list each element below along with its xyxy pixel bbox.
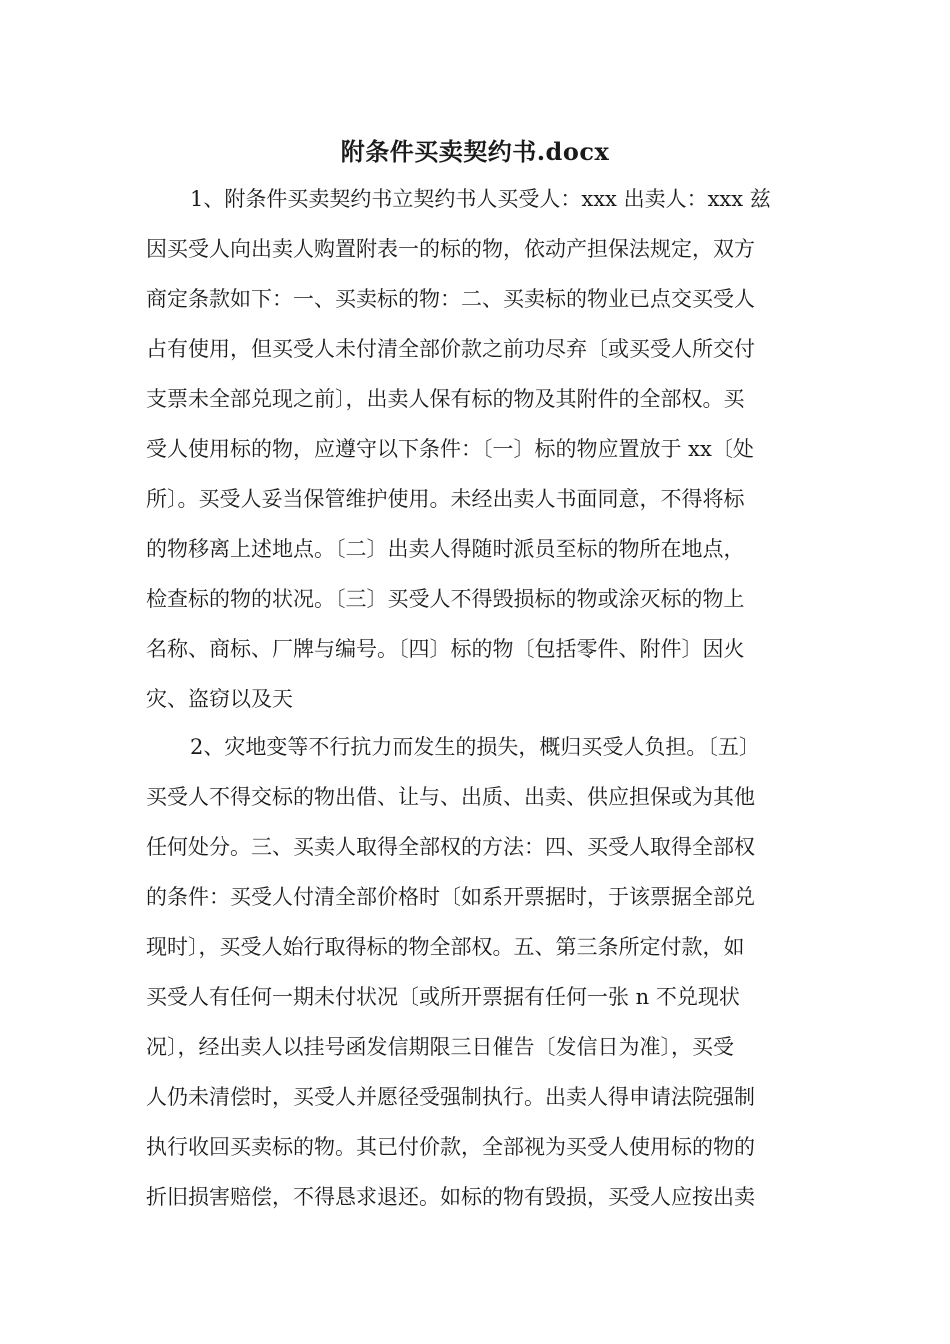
text-line: 商定条款如下：一、买卖标的物：二、买卖标的物业已点交买受人 [146,287,755,311]
text-line: 灾、盗窃以及天 [146,687,293,711]
text-line: 执行收回买卖标的物。其已付价款，全部视为买受人使用标的物的 [146,1135,755,1159]
text-line: 折旧损害赔偿，不得恳求退还。如标的物有毁损，买受人应按出卖 [146,1185,755,1209]
text-line: 所〕。买受人妥当保管维护使用。未经出卖人书面同意，不得将标 [146,487,745,511]
paragraph-1 [146,174,806,724]
text-line: 受人使用标的物，应遵守以下条件：〔一〕标的物应置放于 xx〔处 [146,437,754,461]
text-line: 名称、商标、厂牌与编号。〔四〕标的物〔包括零件、附件〕因火 [146,637,745,661]
text-line: 占有使用，但买受人未付清全部价款之前功尽弃〔或买受人所交付 [146,337,755,361]
text-line: 2、灾地变等不行抗力而发生的损失，概归买受人负担。〔五〕 [190,735,760,759]
text-line: 因买受人向出卖人购置附表一的标的物，依动产担保法规定，双方 [146,237,755,261]
text-line: 买受人不得交标的物出借、让与、出质、出卖、供应担保或为其他 [146,785,755,809]
paragraph-2 [146,722,806,1222]
text-line: 买受人有任何一期未付状况〔或所开票据有任何一张 n 不兑现状 [146,985,740,1009]
text-line: 人仍未清偿时，买受人并愿径受强制执行。出卖人得申请法院强制 [146,1085,755,1109]
document-title: 附条件买卖契约书.docx [340,137,610,166]
text-line: 况〕，经出卖人以挂号函发信期限三日催告〔发信日为准〕，买受 [146,1035,734,1059]
text-line: 支票未全部兑现之前〕，出卖人保有标的物及其附件的全部权。买 [146,387,745,411]
text-line: 的条件：买受人付清全部价格时〔如系开票据时，于该票据全部兑 [146,885,755,909]
text-line: 1、附条件买卖契约书立契约书人买受人：xxx 出卖人：xxx 兹 [190,187,771,211]
text-line: 现时〕，买受人始行取得标的物全部权。五、第三条所定付款，如 [146,935,745,959]
text-line: 检查标的物的状况。〔三〕买受人不得毁损标的物或涂灭标的物上 [146,587,745,611]
text-line: 任何处分。三、买卖人取得全部权的方法：四、买受人取得全部权 [146,835,755,859]
text-line: 的物移离上述地点。〔二〕出卖人得随时派员至标的物所在地点， [146,537,745,561]
